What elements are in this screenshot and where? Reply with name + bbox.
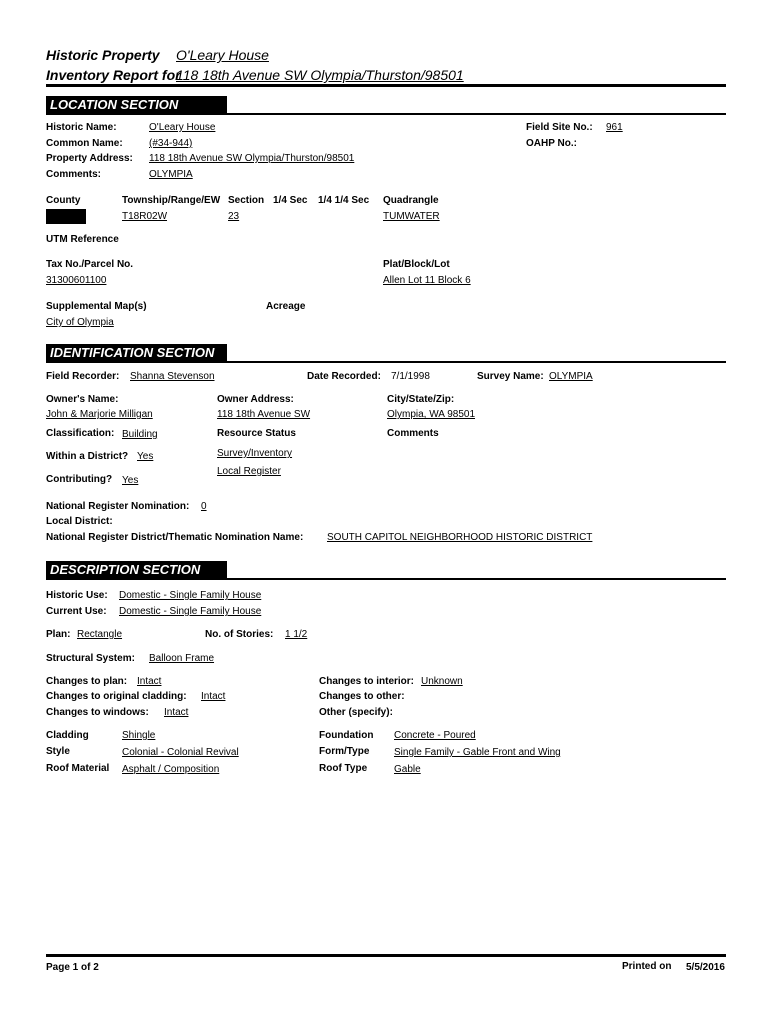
- township-range-label: Township/Range/EW: [122, 195, 221, 206]
- property-address-label: Property Address:: [46, 153, 133, 164]
- local-district-label: Local District:: [46, 516, 113, 527]
- city-state-zip-label: City/State/Zip:: [387, 394, 455, 405]
- quadrangle-value: TUMWATER: [383, 211, 440, 222]
- roof-material-value: Asphalt / Composition: [122, 764, 220, 775]
- supplemental-maps-label: Supplemental Map(s): [46, 301, 147, 312]
- stories-value: 1 1/2: [285, 629, 308, 640]
- structural-system-label: Structural System:: [46, 653, 135, 664]
- style-label: Style: [46, 746, 70, 757]
- nr-nomination-value: 0: [201, 501, 207, 512]
- cladding-value: Shingle: [122, 730, 156, 741]
- survey-name-value: OLYMPIA: [549, 371, 593, 382]
- roof-material-label: Roof Material: [46, 763, 110, 774]
- description-section-line: [227, 578, 726, 580]
- comments-value: OLYMPIA: [149, 169, 193, 180]
- cladding-label: Cladding: [46, 730, 89, 741]
- field-recorder-label: Field Recorder:: [46, 371, 120, 382]
- location-section-line: [227, 113, 726, 115]
- changes-interior-value: Unknown: [421, 676, 463, 687]
- identification-section-line: [227, 361, 726, 363]
- foundation-value: Concrete - Poured: [394, 730, 476, 741]
- changes-windows-value: Intact: [164, 707, 189, 718]
- contributing-value: Yes: [122, 475, 139, 486]
- plan-label: Plan:: [46, 629, 71, 640]
- description-section-bar: [46, 561, 227, 580]
- resource-status-local-register: Local Register: [217, 466, 281, 477]
- inventory-report-label: Inventory Report for: [46, 67, 181, 83]
- section-label: Section: [228, 195, 265, 206]
- nr-nomination-label: National Register Nomination:: [46, 501, 190, 512]
- changes-plan-value: Intact: [137, 676, 162, 687]
- classification-label: Classification:: [46, 428, 115, 439]
- historic-name-label: Historic Name:: [46, 122, 117, 133]
- other-specify-label: Other (specify):: [319, 707, 393, 718]
- changes-interior-label: Changes to interior:: [319, 676, 415, 687]
- common-name-value: (#34-944): [149, 138, 193, 149]
- form-type-label: Form/Type: [319, 746, 370, 757]
- changes-other-label: Changes to other:: [319, 691, 405, 702]
- style-value: Colonial - Colonial Revival: [122, 747, 239, 758]
- changes-cladding-value: Intact: [201, 691, 226, 702]
- page-number: Page 1 of 2: [46, 962, 99, 973]
- utm-reference-label: UTM Reference: [46, 234, 119, 245]
- within-district-label: Within a District?: [46, 451, 129, 462]
- historic-use-label: Historic Use:: [46, 590, 108, 601]
- classification-value: Building: [122, 429, 158, 440]
- field-site-value: 961: [606, 122, 623, 133]
- inventory-report-value: 118 18th Avenue SW Olympia/Thurston/98501: [176, 67, 464, 83]
- header-rule: [46, 84, 726, 87]
- date-recorded-value: 7/1/1998: [391, 371, 430, 382]
- foundation-label: Foundation: [319, 730, 374, 741]
- changes-plan-label: Changes to plan:: [46, 676, 128, 687]
- roof-type-label: Roof Type: [319, 763, 368, 774]
- identification-section-bar: [46, 344, 227, 363]
- structural-system-value: Balloon Frame: [149, 653, 215, 664]
- owner-address-value: 118 18th Avenue SW: [217, 409, 311, 420]
- historic-name-value: O'Leary House: [149, 122, 216, 133]
- historic-property-value: O'Leary House: [176, 47, 269, 63]
- section-value: 23: [228, 211, 240, 222]
- resource-status-label: Resource Status: [217, 428, 296, 439]
- oahp-label: OAHP No.:: [526, 138, 577, 149]
- city-state-zip-value: Olympia, WA 98501: [387, 409, 476, 420]
- footer-rule: [46, 954, 726, 957]
- field-site-label: Field Site No.:: [526, 122, 593, 133]
- county-redaction-box: [46, 209, 86, 224]
- plan-value: Rectangle: [77, 629, 123, 640]
- stories-label: No. of Stories:: [205, 629, 274, 640]
- current-use-value: Domestic - Single Family House: [119, 606, 262, 617]
- historic-property-label: Historic Property: [46, 47, 160, 63]
- description-section-title: DESCRIPTION SECTION: [50, 562, 201, 577]
- contributing-label: Contributing?: [46, 474, 113, 485]
- plat-block-lot-value: Allen Lot 11 Block 6: [383, 275, 471, 286]
- form-type-value: Single Family - Gable Front and Wing: [394, 747, 561, 758]
- changes-cladding-label: Changes to original cladding:: [46, 691, 187, 702]
- supplemental-maps-value: City of Olympia: [46, 317, 114, 328]
- owner-address-label: Owner Address:: [217, 394, 294, 405]
- comments-label: Comments:: [46, 169, 102, 180]
- township-range-value: T18R02W: [122, 211, 168, 222]
- quarter-section-label: 1/4 Sec: [273, 195, 308, 206]
- common-name-label: Common Name:: [46, 138, 123, 149]
- owner-name-value: John & Marjorie Milligan: [46, 409, 153, 420]
- within-district-value: Yes: [137, 451, 154, 462]
- tax-parcel-label: Tax No./Parcel No.: [46, 259, 134, 270]
- plat-block-lot-label: Plat/Block/Lot: [383, 259, 450, 270]
- tax-parcel-value: 31300601100: [46, 275, 107, 286]
- roof-type-value: Gable: [394, 764, 421, 775]
- current-use-label: Current Use:: [46, 606, 107, 617]
- property-address-value: 118 18th Avenue SW Olympia/Thurston/98501: [149, 153, 355, 164]
- quadrangle-label: Quadrangle: [383, 195, 439, 206]
- nr-district-label: National Register District/Thematic Nomination Name:: [46, 532, 304, 543]
- resource-status-survey: Survey/Inventory: [217, 448, 293, 459]
- printed-on-label: Printed on: [622, 961, 672, 972]
- quarter-quarter-section-label: 1/4 1/4 Sec: [318, 195, 370, 206]
- owner-name-label: Owner's Name:: [46, 394, 119, 405]
- county-label: County: [46, 195, 81, 206]
- survey-name-label: Survey Name:: [477, 371, 544, 382]
- location-section-bar: [46, 96, 227, 115]
- acreage-label: Acreage: [266, 301, 306, 312]
- printed-date: 5/5/2016: [686, 962, 725, 973]
- identification-section-title: IDENTIFICATION SECTION: [50, 345, 215, 360]
- historic-use-value: Domestic - Single Family House: [119, 590, 262, 601]
- field-recorder-value: Shanna Stevenson: [130, 371, 215, 382]
- nr-district-value: SOUTH CAPITOL NEIGHBORHOOD HISTORIC DISTRICT: [327, 532, 593, 543]
- location-section-title: LOCATION SECTION: [50, 97, 179, 112]
- comments-heading: Comments: [387, 428, 439, 439]
- changes-windows-label: Changes to windows:: [46, 707, 149, 718]
- date-recorded-label: Date Recorded:: [307, 371, 381, 382]
